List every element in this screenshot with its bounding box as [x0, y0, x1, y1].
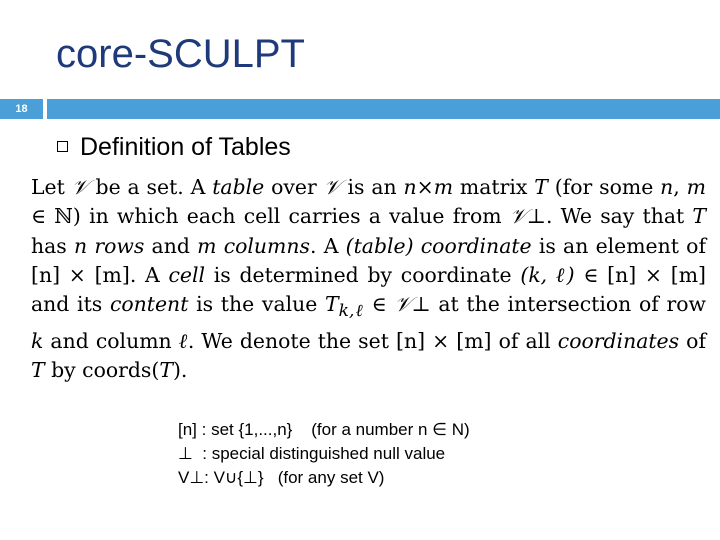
term-content: content	[109, 292, 189, 317]
term-rows: rows	[94, 233, 145, 258]
term-cell: cell	[168, 262, 206, 287]
note-line: ⊥ : special distinguished null value	[178, 444, 446, 463]
note-line: V⊥: V∪{⊥} (for any set V)	[178, 468, 385, 487]
term-coordinates: coordinates	[557, 328, 680, 353]
square-bullet-icon	[57, 141, 68, 152]
section-heading: Definition of Tables	[80, 133, 291, 161]
slide-title: core-SCULPT	[56, 32, 305, 76]
term-columns: columns	[223, 233, 310, 258]
slide-number: 18	[15, 103, 28, 115]
header-divider-bar	[47, 99, 720, 119]
notation-notes	[178, 418, 470, 490]
term-table: table	[212, 175, 265, 199]
definition-paragraph: Let 𝒱 be a set. A table over 𝒱 is an n×m matrix T (for some n, m ∈ ℕ) in which each cell carries a value from 𝒱⊥. We say that T has n rows and m columns. A (table) coordinate is an element of [n] × [m]. A cell is determined by coordinate (k, ℓ) ∈ [n] × [m] and its content is the value $T_{k,\ell}$ ∈ 𝒱⊥ at the intersection of row k and column ℓ. We denote the set [n] × [m] of all coordinates of T by coords(T).	[31, 175, 707, 382]
note-line: [n] : set {1,...,n} (for a number n ∈ N)	[178, 420, 470, 439]
term-table-coordinate: (table) coordinate	[345, 233, 532, 258]
